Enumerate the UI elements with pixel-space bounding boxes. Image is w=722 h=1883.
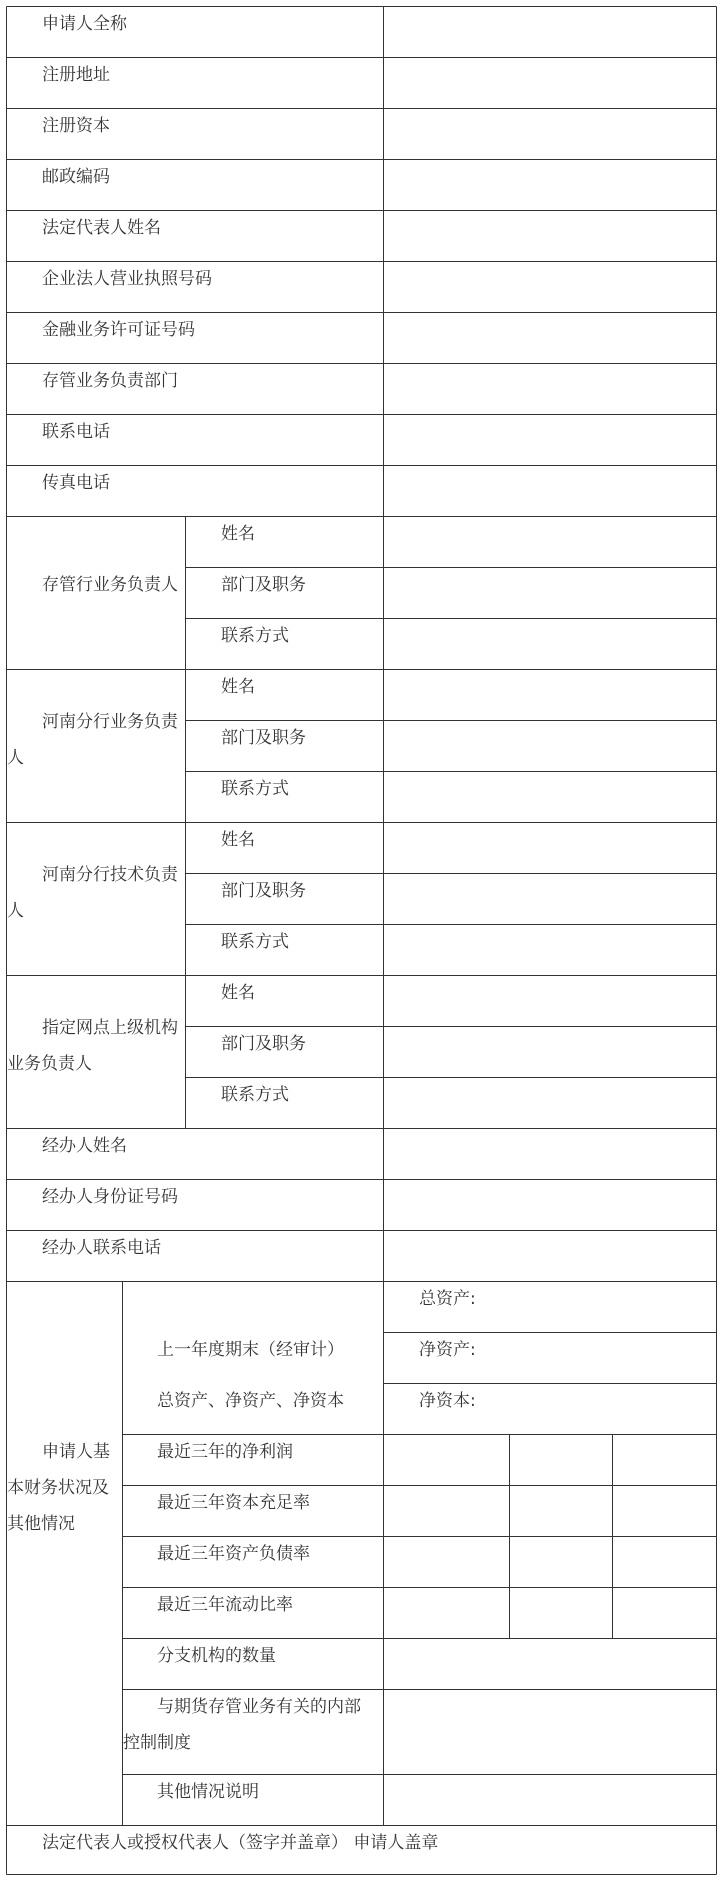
field-group1-name[interactable] (384, 517, 716, 567)
field-postal-code[interactable] (384, 160, 716, 210)
field-registered-capital[interactable] (384, 109, 716, 159)
group-label-branch-superior-head-line2: 业务负责人 (7, 1054, 92, 1074)
financial-section-label: 申请人基 (42, 1442, 110, 1462)
sub-label-contact: 联系方式 (221, 779, 289, 799)
field-branch-count[interactable] (384, 1639, 716, 1689)
label-internal-control-line2: 控制制度 (123, 1733, 191, 1753)
sub-label-dept-position: 部门及职务 (221, 881, 306, 901)
field-handler-id[interactable] (384, 1180, 716, 1230)
group-label-branch-superior-head: 指定网点上级机构 (42, 1018, 178, 1038)
label-handler-name: 经办人姓名 (42, 1136, 127, 1156)
field-contact-phone[interactable] (384, 415, 716, 465)
field-group1-dept[interactable] (384, 568, 716, 618)
label-debt-ratio-3y: 最近三年资产负债率 (157, 1544, 310, 1564)
field-group3-name[interactable] (384, 823, 716, 873)
sub-label-dept-position: 部门及职务 (221, 728, 306, 748)
label-legal-rep-name: 法定代表人姓名 (42, 218, 161, 238)
label-fax: 传真电话 (42, 473, 110, 493)
field-registered-address[interactable] (384, 58, 716, 108)
signature-area[interactable] (7, 1826, 716, 1874)
field-debt-ratio-year1[interactable] (384, 1537, 509, 1587)
label-total-assets: 总资产: (419, 1289, 476, 1309)
label-applicant-name: 申请人全称 (42, 14, 127, 34)
label-postal-code: 邮政编码 (42, 167, 110, 187)
field-capital-adequacy-year2[interactable] (510, 1486, 612, 1536)
label-handler-phone: 经办人联系电话 (42, 1238, 161, 1258)
sub-label-name: 姓名 (221, 830, 255, 850)
label-prior-year-audited: 上一年度期末（经审计） (157, 1340, 344, 1360)
field-debt-ratio-year2[interactable] (510, 1537, 612, 1587)
sub-label-name: 姓名 (221, 677, 255, 697)
field-handler-phone[interactable] (384, 1231, 716, 1281)
sub-label-name: 姓名 (221, 983, 255, 1003)
field-business-license[interactable] (384, 262, 716, 312)
field-financial-license[interactable] (384, 313, 716, 363)
label-business-license: 企业法人营业执照号码 (42, 269, 212, 289)
field-applicant-name[interactable] (384, 7, 716, 57)
field-liquidity-ratio-year3[interactable] (613, 1588, 716, 1638)
field-liquidity-ratio-year1[interactable] (384, 1588, 509, 1638)
label-capital-adequacy-3y: 最近三年资本充足率 (157, 1493, 310, 1513)
field-capital-adequacy-year3[interactable] (613, 1486, 716, 1536)
sub-label-dept-position: 部门及职务 (221, 1034, 306, 1054)
group-label-henan-business-head-line2: 人 (7, 748, 24, 768)
field-net-profit-year3[interactable] (613, 1435, 716, 1485)
label-contact-phone: 联系电话 (42, 422, 110, 442)
label-registered-address: 注册地址 (42, 65, 110, 85)
label-other-notes: 其他情况说明 (157, 1782, 259, 1802)
field-group3-dept[interactable] (384, 874, 716, 924)
field-group1-contact[interactable] (384, 619, 716, 669)
field-fax[interactable] (384, 466, 716, 516)
field-group2-contact[interactable] (384, 772, 716, 822)
field-legal-rep-name[interactable] (384, 211, 716, 261)
label-registered-capital: 注册资本 (42, 116, 110, 136)
field-group4-contact[interactable] (384, 1078, 716, 1128)
group-label-henan-tech-head-line2: 人 (7, 901, 24, 921)
field-capital-adequacy-year1[interactable] (384, 1486, 509, 1536)
label-financial-license: 金融业务许可证号码 (42, 320, 195, 340)
label-branch-count: 分支机构的数量 (157, 1646, 276, 1666)
label-handler-id: 经办人身份证号码 (42, 1187, 178, 1207)
field-group4-dept[interactable] (384, 1027, 716, 1077)
label-liquidity-ratio-3y: 最近三年流动比率 (157, 1595, 293, 1615)
sub-label-dept-position: 部门及职务 (221, 575, 306, 595)
field-net-profit-year1[interactable] (384, 1435, 509, 1485)
label-internal-control: 与期货存管业务有关的内部 (157, 1697, 361, 1717)
signature-line: 法定代表人或授权代表人（签字并盖章） 申请人盖章 (42, 1833, 439, 1853)
field-liquidity-ratio-year2[interactable] (510, 1588, 612, 1638)
field-other-notes[interactable] (384, 1775, 716, 1825)
field-net-profit-year2[interactable] (510, 1435, 612, 1485)
financial-section-label-line3: 其他情况 (7, 1514, 75, 1534)
field-net-assets[interactable] (500, 1333, 716, 1383)
field-group3-contact[interactable] (384, 925, 716, 975)
financial-section-label-line2: 本财务状况及 (7, 1478, 109, 1498)
field-debt-ratio-year3[interactable] (613, 1537, 716, 1587)
sub-label-name: 姓名 (221, 524, 255, 544)
label-net-profit-3y: 最近三年的净利润 (157, 1442, 293, 1462)
field-group2-name[interactable] (384, 670, 716, 720)
label-net-assets: 净资产: (419, 1340, 476, 1360)
label-prior-year-metrics: 总资产、净资产、净资本 (157, 1391, 344, 1411)
group-label-henan-tech-head: 河南分行技术负责 (42, 865, 178, 885)
field-internal-control[interactable] (384, 1690, 716, 1774)
field-group2-dept[interactable] (384, 721, 716, 771)
sub-label-contact: 联系方式 (221, 932, 289, 952)
field-handler-name[interactable] (384, 1129, 716, 1179)
label-net-capital: 净资本: (419, 1391, 476, 1411)
field-custody-dept[interactable] (384, 364, 716, 414)
field-total-assets[interactable] (500, 1282, 716, 1332)
group-label-custody-head: 存管行业务负责人 (42, 575, 178, 595)
label-custody-dept: 存管业务负责部门 (42, 371, 178, 391)
field-group4-name[interactable] (384, 976, 716, 1026)
field-net-capital[interactable] (500, 1384, 716, 1434)
group-label-henan-business-head: 河南分行业务负责 (42, 712, 178, 732)
sub-label-contact: 联系方式 (221, 1085, 289, 1105)
sub-label-contact: 联系方式 (221, 626, 289, 646)
